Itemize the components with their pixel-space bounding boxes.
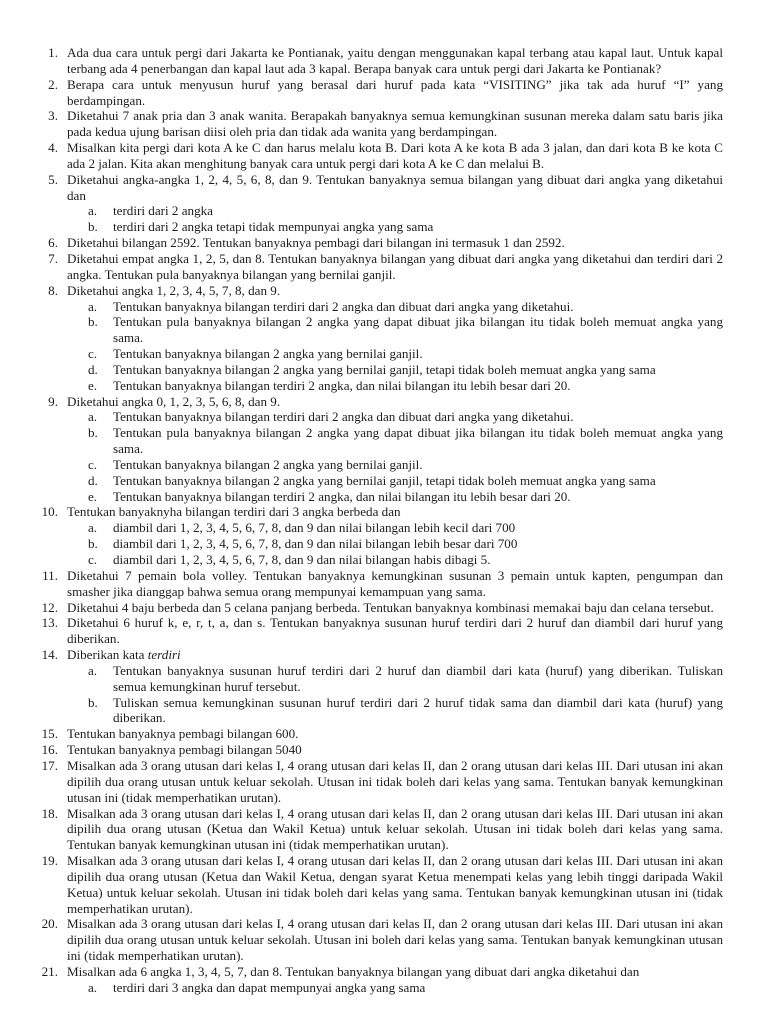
sub-item-text: Tentukan banyaknya bilangan terdiri dari 2 angka dan dibuat dari angka yang diketahui. (113, 298, 574, 314)
problem-item (40, 615, 723, 647)
problem-item (40, 853, 723, 916)
sub-item-letter: b. (88, 536, 98, 552)
sub-item-letter: d. (88, 361, 98, 377)
problem-body (67, 916, 723, 964)
sub-item (88, 489, 723, 505)
sub-item-text: Tentukan pula banyaknya bilangan 2 angka yang dapat dibuat jika bilangan itu tidak boleh memuat angka yang sama. (113, 425, 723, 457)
problem-body (67, 615, 723, 647)
sub-item-text: terdiri dari 2 angka (113, 203, 213, 219)
sub-item-text: Tentukan banyaknya bilangan 2 angka yang bernilai ganjil, tetapi tidak boleh memuat angka yang sama (113, 361, 656, 377)
problem-text: Diketahui angka 0, 1, 2, 3, 5, 6, 8, dan 9. (67, 393, 281, 409)
problem-item (40, 647, 723, 726)
problem-body (67, 504, 723, 567)
sub-item-letter: a. (88, 409, 98, 425)
problem-list (40, 45, 723, 996)
sub-item-text: Tentukan banyaknya bilangan 2 angka yang bernilai ganjil. (113, 456, 423, 472)
sub-item-text: diambil dari 1, 2, 3, 4, 5, 6, 7, 8, dan 9 dan nilai bilangan habis dibagi 5. (113, 552, 491, 567)
problem-number: 19. (41, 853, 58, 869)
problem-item (40, 758, 723, 806)
sub-item (88, 203, 723, 219)
problem-number: 15. (41, 726, 58, 742)
sub-item-letter: c. (88, 552, 98, 567)
problem-body (67, 172, 723, 235)
problem-body (67, 568, 723, 600)
problem-item (40, 568, 723, 600)
problem-text: Tentukan banyaknya pembagi bilangan 5040 (67, 742, 302, 758)
sub-item-text: Tentukan pula banyaknya bilangan 2 angka yang dapat dibuat jika bilangan itu tidak boleh memuat angka yang sama. (113, 314, 723, 346)
sub-item (88, 378, 723, 394)
problem-text: Diketahui 4 baju berbeda dan 5 celana panjang berbeda. Tentukan banyaknya kombinasi memakai baju dan celana tersebut. (67, 599, 714, 615)
problem-text: Tentukan banyaknya pembagi bilangan 600. (67, 726, 299, 742)
problem-body (67, 283, 723, 394)
problem-text: Diketahui angka 1, 2, 3, 4, 5, 7, 8, dan 9. (67, 282, 281, 298)
sub-item-text: Tentukan banyaknya bilangan terdiri 2 angka, dan nilai bilangan itu lebih besar dari 20. (113, 377, 571, 393)
problem-item (40, 742, 723, 758)
sub-item (88, 314, 723, 346)
problem-text: Diketahui 7 anak pria dan 3 anak wanita. Berapakah banyaknya semua kemungkinan susunan mereka dalam satu baris jika pada kedua ujung barisan diisi oleh pria dan tidak ada wanita yang berdampingan. (67, 108, 723, 140)
sub-item-letter: d. (88, 472, 98, 488)
problem-body (67, 742, 723, 758)
sub-item-letter: e. (88, 377, 98, 393)
problem-body (67, 600, 723, 616)
problem-number: 7. (48, 250, 58, 266)
problem-number: 13. (41, 615, 58, 631)
problem-item (40, 235, 723, 251)
problem-number: 17. (41, 757, 58, 773)
problem-text-segment: Diberikan kata (67, 647, 148, 663)
sub-item-letter: b. (88, 219, 98, 235)
sub-item-letter: a. (88, 520, 98, 536)
sub-item-letter: c. (88, 346, 98, 362)
problem-number: 21. (41, 963, 58, 979)
sub-item-text: diambil dari 1, 2, 3, 4, 5, 6, 7, 8, dan 9 dan nilai bilangan lebih besar dari 700 (113, 536, 518, 552)
problem-text-italic: terdiri (147, 647, 181, 663)
problem-body (67, 140, 723, 172)
problem-number: 2. (48, 76, 58, 92)
problem-text: Diketahui empat angka 1, 2, 5, dan 8. Tentukan banyaknya bilangan yang dibuat dari angka yang diketahui dan terdiri dari 2 angka. Tentukan pula banyaknya bilangan yang bernilai ganjil. (67, 250, 723, 282)
problem-item (40, 964, 723, 996)
problem-item (40, 600, 723, 616)
problem-text: Diketahui 6 huruf k, e, r, t, a, dan s. Tentukan banyaknya susunan huruf terdiri dari 2 huruf dan diambil dari huruf yang diberikan. (67, 615, 723, 647)
sub-item (88, 425, 723, 457)
problem-item (40, 45, 723, 77)
problem-body (67, 394, 723, 505)
sub-item (88, 473, 723, 489)
problem-number: 14. (41, 647, 58, 663)
sub-item (88, 362, 723, 378)
sub-item-text: Tentukan banyaknya bilangan terdiri dari 2 angka dan dibuat dari angka yang diketahui. (113, 409, 574, 425)
problem-item (40, 394, 723, 505)
sub-item (88, 457, 723, 473)
problem-number: 4. (48, 140, 58, 156)
problem-item (40, 726, 723, 742)
problem-number: 18. (41, 805, 58, 821)
problem-body (67, 251, 723, 283)
problem-number: 1. (48, 45, 58, 60)
sub-item-letter: a. (88, 298, 98, 314)
problem-number: 16. (41, 742, 58, 758)
sub-item-letter: b. (88, 314, 98, 330)
problem-body (67, 77, 723, 109)
sub-item-text: Tentukan banyaknya bilangan 2 angka yang bernilai ganjil. (113, 346, 423, 362)
problem-text: Misalkan ada 3 orang utusan dari kelas I, 4 orang utusan dari kelas II, dan 2 orang utusan dari kelas III. Dari utusan ini akan dipilih dua orang utusan (Ketua dan Wakil Ketua) untuk keluar sekolah. Utusan ini tidak boleh dari kelas yang sama. Tentukan banyak kemungkinan utusan ini (tidak memperhatikan urutan). (67, 805, 723, 853)
problem-body (67, 806, 723, 854)
problem-body (67, 235, 723, 251)
problem-number: 5. (48, 171, 58, 187)
problem-number: 3. (48, 108, 58, 124)
problem-item (40, 108, 723, 140)
problem-number: 6. (48, 235, 58, 251)
sub-item (88, 536, 723, 552)
problem-item (40, 140, 723, 172)
problem-number: 8. (48, 282, 58, 298)
problem-text (67, 647, 723, 663)
sub-item-text: Tentukan banyaknya bilangan 2 angka yang bernilai ganjil, tetapi tidak boleh memuat angka yang sama (113, 472, 656, 488)
sub-item (88, 346, 723, 362)
sub-item-letter: c. (88, 456, 98, 472)
sub-item-text: terdiri dari 3 angka dan dapat mempunyai angka yang sama (113, 979, 426, 995)
problem-body (67, 964, 723, 996)
problem-text: Diketahui angka-angka 1, 2, 4, 5, 6, 8, dan 9. Tentukan banyaknya semua bilangan yang dibuat dari angka yang diketahui dan (67, 171, 723, 203)
problem-text: Ada dua cara untuk pergi dari Jakarta ke Pontianak, yaitu dengan menggunakan kapal terbang atau kapal laut. Untuk kapal terbang ada 4 penerbangan dan kapal laut ada 3 kapal. Berapa banyak cara untuk pergi dari Jakarta ke Pontianak? (67, 45, 723, 76)
problem-text: Diketahui 7 pemain bola volley. Tentukan banyaknya kemungkinan susunan 3 pemain untuk kapten, pengumpan dan smasher jika dianggap bahwa semua orang mempunyai kemampuan yang sama. (67, 567, 723, 599)
problem-item (40, 504, 723, 567)
sub-item-letter: e. (88, 488, 98, 504)
sub-item (88, 663, 723, 695)
problem-body (67, 726, 723, 742)
problem-item (40, 251, 723, 283)
problem-body (67, 647, 723, 726)
sub-item-text: terdiri dari 2 angka tetapi tidak mempunyai angka yang sama (113, 219, 434, 235)
sub-item-letter: a. (88, 979, 98, 995)
problem-number: 11. (42, 567, 58, 583)
sub-item-text: Tentukan banyaknya bilangan terdiri 2 angka, dan nilai bilangan itu lebih besar dari 20. (113, 488, 571, 504)
problem-item (40, 916, 723, 964)
sub-item-letter: a. (88, 203, 98, 219)
problem-number: 9. (48, 393, 58, 409)
problem-body (67, 45, 723, 77)
sub-item-text: diambil dari 1, 2, 3, 4, 5, 6, 7, 8, dan 9 dan nilai bilangan lebih kecil dari 700 (113, 520, 516, 536)
problem-body (67, 758, 723, 806)
problem-text: Misalkan ada 3 orang utusan dari kelas I, 4 orang utusan dari kelas II, dan 2 orang utusan dari kelas III. Dari utusan ini akan dipilih dua orang utusan untuk keluar sekolah. Utusan ini tidak boleh dari kelas yang sama. Tentukan banyak kemungkinan utusan ini (tidak memperhatikan urutan). (67, 757, 723, 805)
problem-item (40, 283, 723, 394)
sub-item (88, 520, 723, 536)
problem-text: Misalkan kita pergi dari kota A ke C dan harus melalu kota B. Dari kota A ke kota B ada 3 jalan, dan dari kota B ke kota C ada 2 jalan. Kita akan menghitung banyak cara untuk pergi dari kota A ke C dan melalui B. (67, 140, 723, 171)
problem-number: 20. (41, 916, 58, 932)
sub-item-letter: b. (88, 425, 98, 441)
sub-item-letter: b. (88, 694, 98, 710)
problem-item (40, 806, 723, 854)
problem-number: 12. (41, 599, 58, 615)
sub-item-text: Tentukan banyaknya susunan huruf terdiri dari 2 huruf dan diambil dari kata (huruf) yang diberikan. Tuliskan semua kemungkinan huruf tersebut. (113, 662, 723, 694)
problem-item (40, 172, 723, 235)
problem-text: Misalkan ada 3 orang utusan dari kelas I, 4 orang utusan dari kelas II, dan 2 orang utusan dari kelas III. Dari utusan ini akan dipilih dua orang utusan (Ketua dan Wakil Ketua, dengan syarat Ketua menempati kelas yang lebih tinggi daripada Wakil Ketua) untuk keluar sekolah. Utusan ini tidak boleh dari kelas yang sama. Tentukan banyak kemungkinan utusan ini (tidak memperhatikan urutan). (67, 853, 723, 916)
problem-text: Berapa cara untuk menyusun huruf yang berasal dari huruf pada kata “VISITING” jika tak ada huruf “I” yang berdampingan. (67, 76, 723, 108)
problem-text: Misalkan ada 3 orang utusan dari kelas I, 4 orang utusan dari kelas II, dan 2 orang utusan dari kelas III. Dari utusan ini akan dipilih dua orang utusan untuk keluar sekolah. Utusan ini boleh dari kelas yang sama. Tentukan banyak kemungkinan utusan ini (tidak memperhatikan urutan). (67, 916, 723, 964)
problem-number: 10. (41, 504, 58, 520)
problem-text: Diketahui bilangan 2592. Tentukan banyaknya pembagi dari bilangan ini termasuk 1 dan 2592. (67, 235, 565, 251)
problem-body (67, 853, 723, 916)
sub-item (88, 695, 723, 727)
sub-item (88, 552, 723, 568)
sub-item (88, 299, 723, 315)
problem-item (40, 77, 723, 109)
problem-body (67, 108, 723, 140)
sub-item (88, 409, 723, 425)
problem-text: Tentukan banyaknyha bilangan terdiri dari 3 angka berbeda dan (67, 504, 401, 520)
sub-item (88, 219, 723, 235)
problem-text: Misalkan ada 6 angka 1, 3, 4, 5, 7, dan 8. Tentukan banyaknya bilangan yang dibuat dari angka diketahui dan (67, 963, 640, 979)
sub-item-text: Tuliskan semua kemungkinan susunan huruf terdiri dari 2 huruf tidak sama dan diambil dari kata (huruf) yang diberikan. (113, 694, 723, 726)
sub-item-letter: a. (88, 662, 98, 678)
sub-item (88, 980, 723, 996)
